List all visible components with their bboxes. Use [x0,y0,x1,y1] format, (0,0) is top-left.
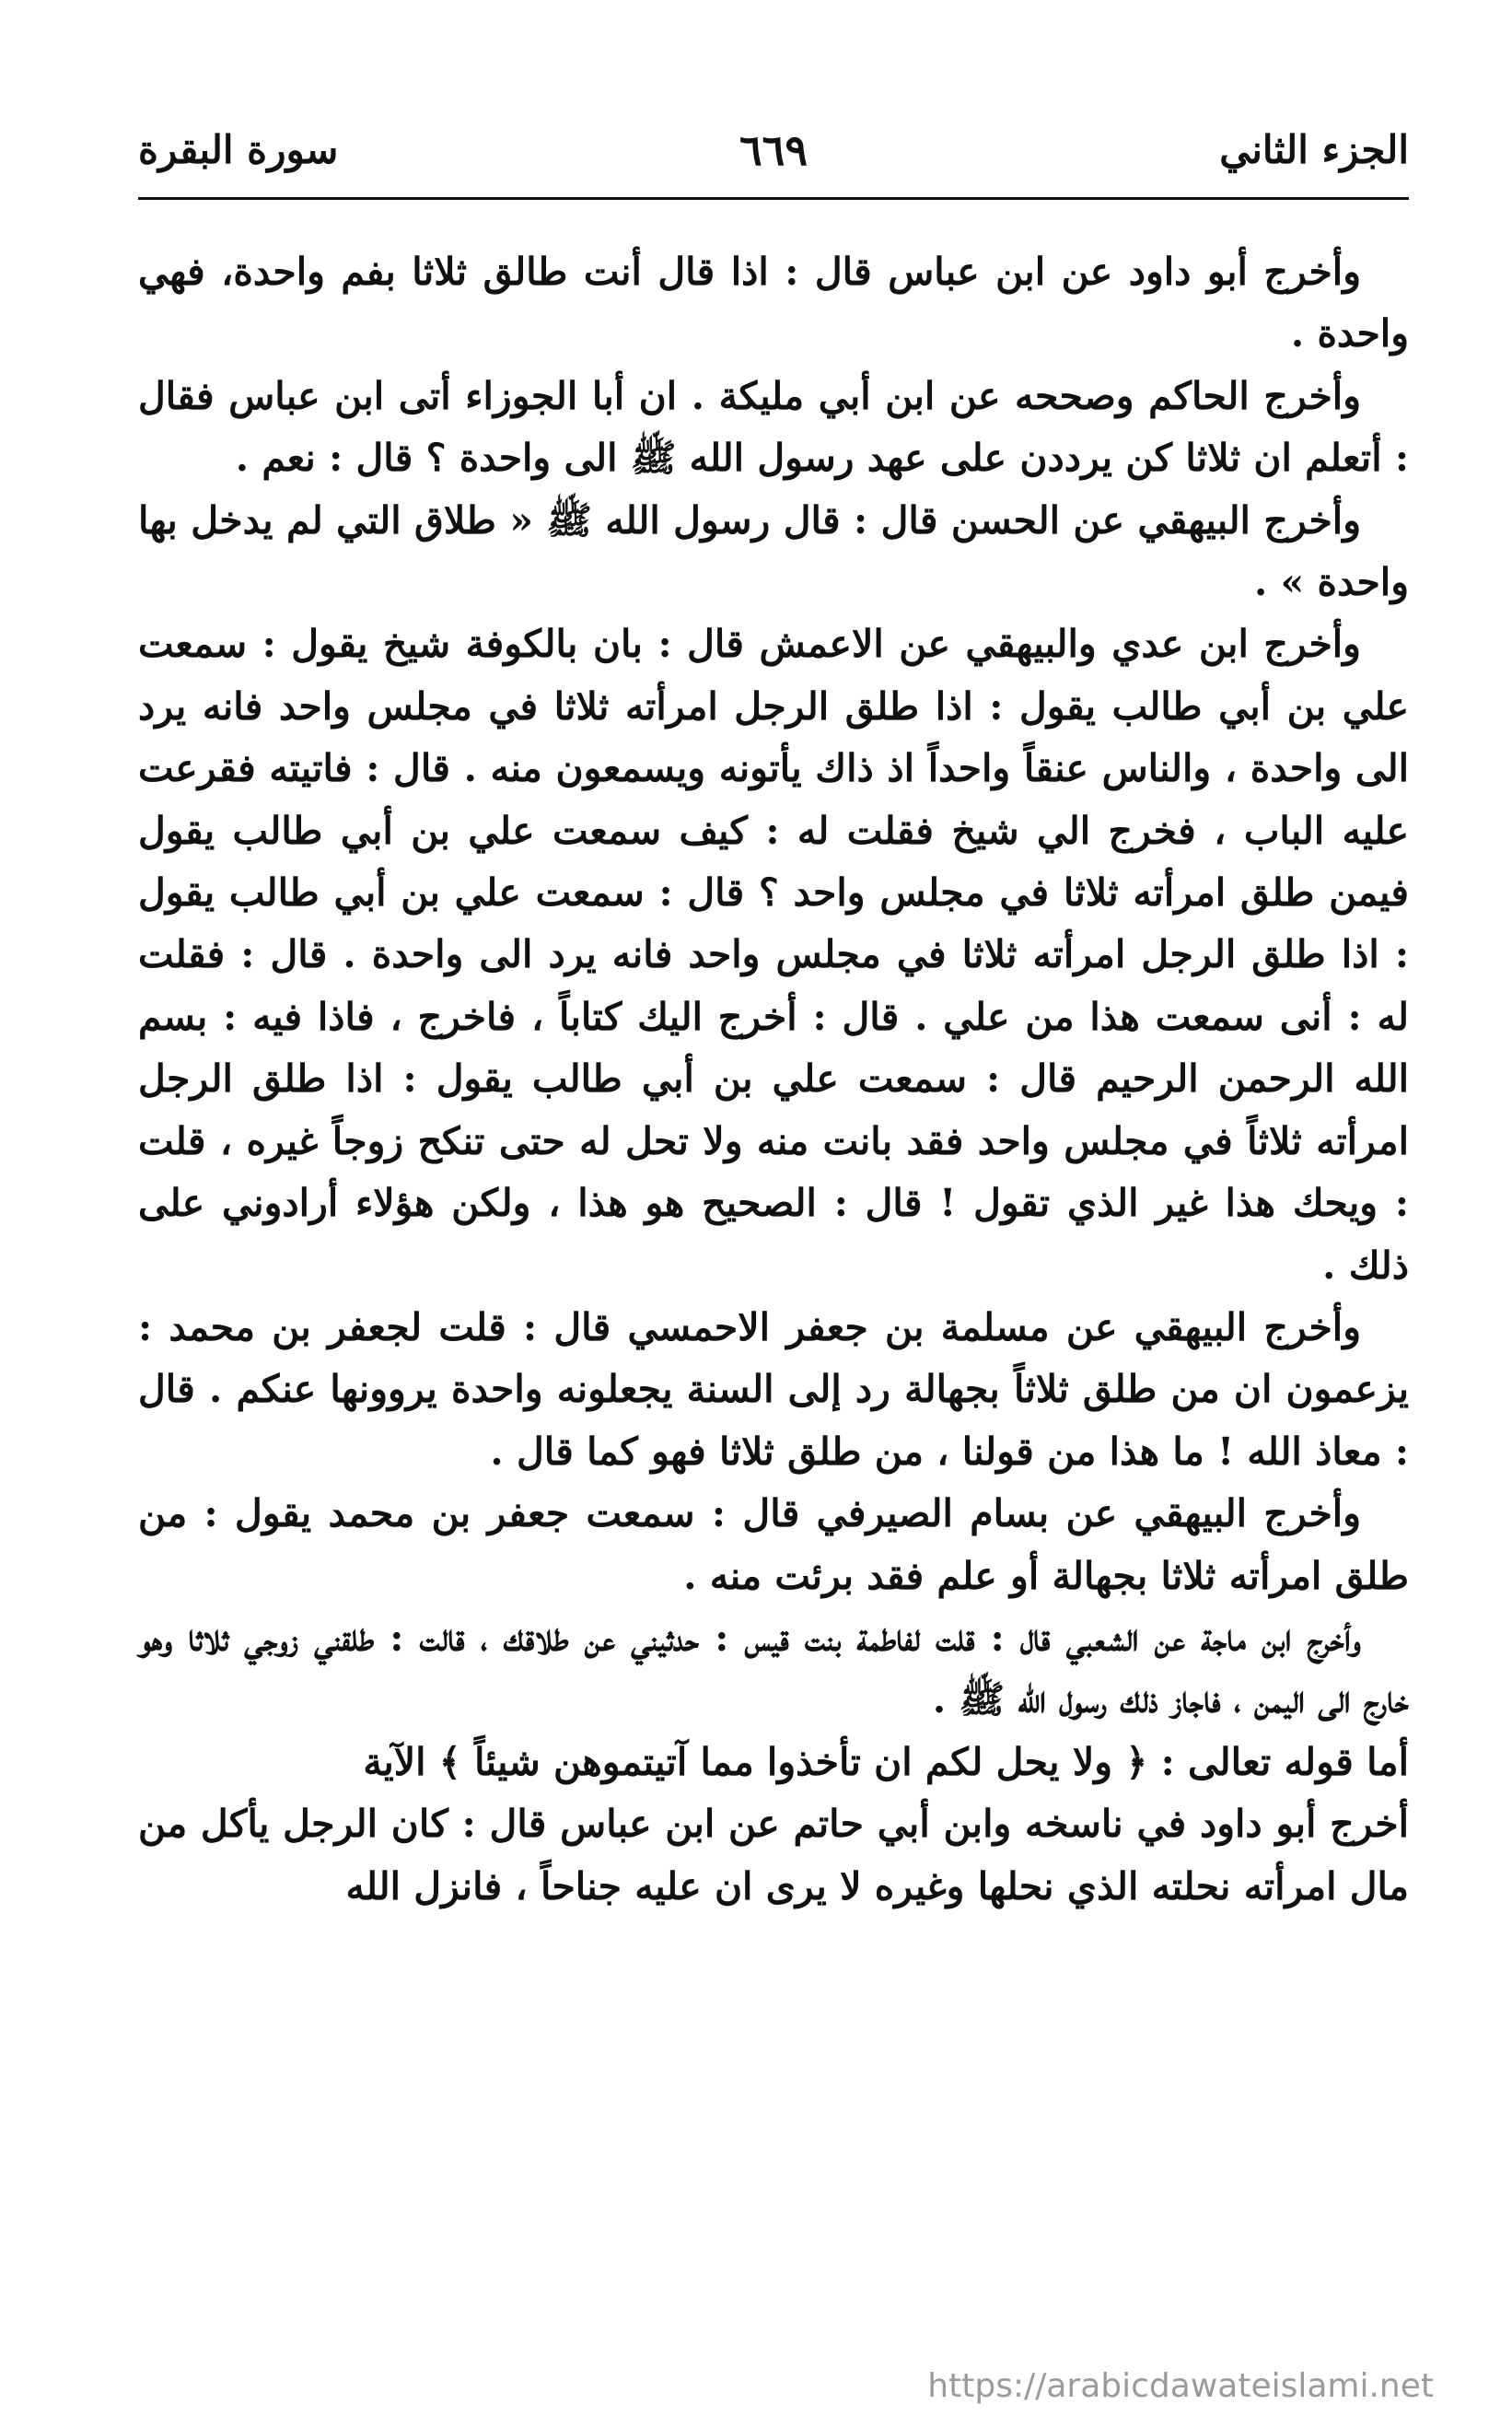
header-divider [138,197,1409,200]
juz-title: الجزء الثاني [1219,127,1409,172]
page-header [138,109,1409,192]
paragraph: وأخرج البيهقي عن الحسن قال : قال رسول الله ﷺ « طلاق التي لم يدخل بها واحدة » . [138,497,1409,605]
paragraph: وأخرج الحاكم وصححه عن ابن أبي مليكة . ان أبا الجوزاء أتى ابن عباس فقال : أتعلم ان ثلاثا كن يرددن على عهد رسول الله ﷺ الى واحدة ؟ قال : نعم . [138,373,1409,481]
paragraph: وأخرج ابن عدي والبيهقي عن الاعمش قال : بان بالكوفة شيخ يقول : سمعت علي بن أبي طالب يقول : اذا طلق الرجل امرأته ثلاثا في مجلس واحد فانه يرد الى واحدة ، والناس عنقاً واحداً اذ ذاك يأتونه ويسمعون منه . قال : فاتيته فقرعت عليه الباب ، فخرج الي شيخ فقلت له : كيف سمعت علي بن أبي طالب يقول فيمن طلق امرأته ثلاثا في مجلس واحد ؟ قال : سمعت علي بن أبي طالب يقول : اذا طلق الرجل امرأته ثلاثا في مجلس واحد فانه يرد الى واحدة . قال : فقلت له : أنى سمعت هذا من علي . قال : أخرج اليك كتاباً ، فاخرج ، فاذا فيه : بسم الله الرحمن الرحيم قال : سمعت علي بن أبي طالب يقول : اذا طلق الرجل امرأته ثلاثاً في مجلس واحد فقد بانت منه ولا تحل له حتى تنكح زوجاً غيره ، قلت : ويحك هذا غير الذي تقول ! قال : الصحيح هو هذا ، ولكن هؤلاء أرادوني على ذلك . [138,622,1409,1288]
paragraph: أخرج أبو داود في ناسخه وابن أبي حاتم عن ابن عباس قال : كان الرجل يأكل من مال امرأته نحلته الذي نحلها وغيره لا يرى ان عليه جناحاً ، فانزل الله [138,1802,1409,1908]
paragraph: وأخرج ابن ماجة عن الشعبي قال : قلت لفاطمة بنت قيس : حدثيني عن طلاقك ، قالت : طلقني زوجي ثلاثا وهو خارج الى اليمن ، فاجاز ذلك رسول الله ﷺ . [138,1615,1409,1722]
paragraph: وأخرج البيهقي عن مسلمة بن جعفر الاحمسي قال : قلت لجعفر بن محمد : يزعمون ان من طلق ثلاثاً بجهالة رد إلى السنة يجعلونه واحدة يروونها عنكم . قال : معاذ الله ! ما هذا من قولنا ، من طلق ثلاثا فهو كما قال . [138,1304,1409,1474]
page-body [138,241,1409,1918]
paragraph: وأخرج أبو داود عن ابن عباس قال : اذا قال أنت طالق ثلاثا بفم واحدة، فهي واحدة . [138,250,1409,356]
quran-verse-heading: أما قوله تعالى : ﴿ ولا يحل لكم ان تأخذوا مما آتيتموهن شيئاً ﴾ الآية [363,1739,1409,1784]
watermark-url: https://arabicdawateislami.net [927,2367,1434,2405]
paragraph: وأخرج البيهقي عن بسام الصيرفي قال : سمعت جعفر بن محمد يقول : من طلق امرأته ثلاثا بجهالة أو علم فقد برئت منه . [138,1491,1409,1598]
page-number: ٦٦٩ [739,125,808,175]
surah-title: سورة البقرة [138,127,339,172]
